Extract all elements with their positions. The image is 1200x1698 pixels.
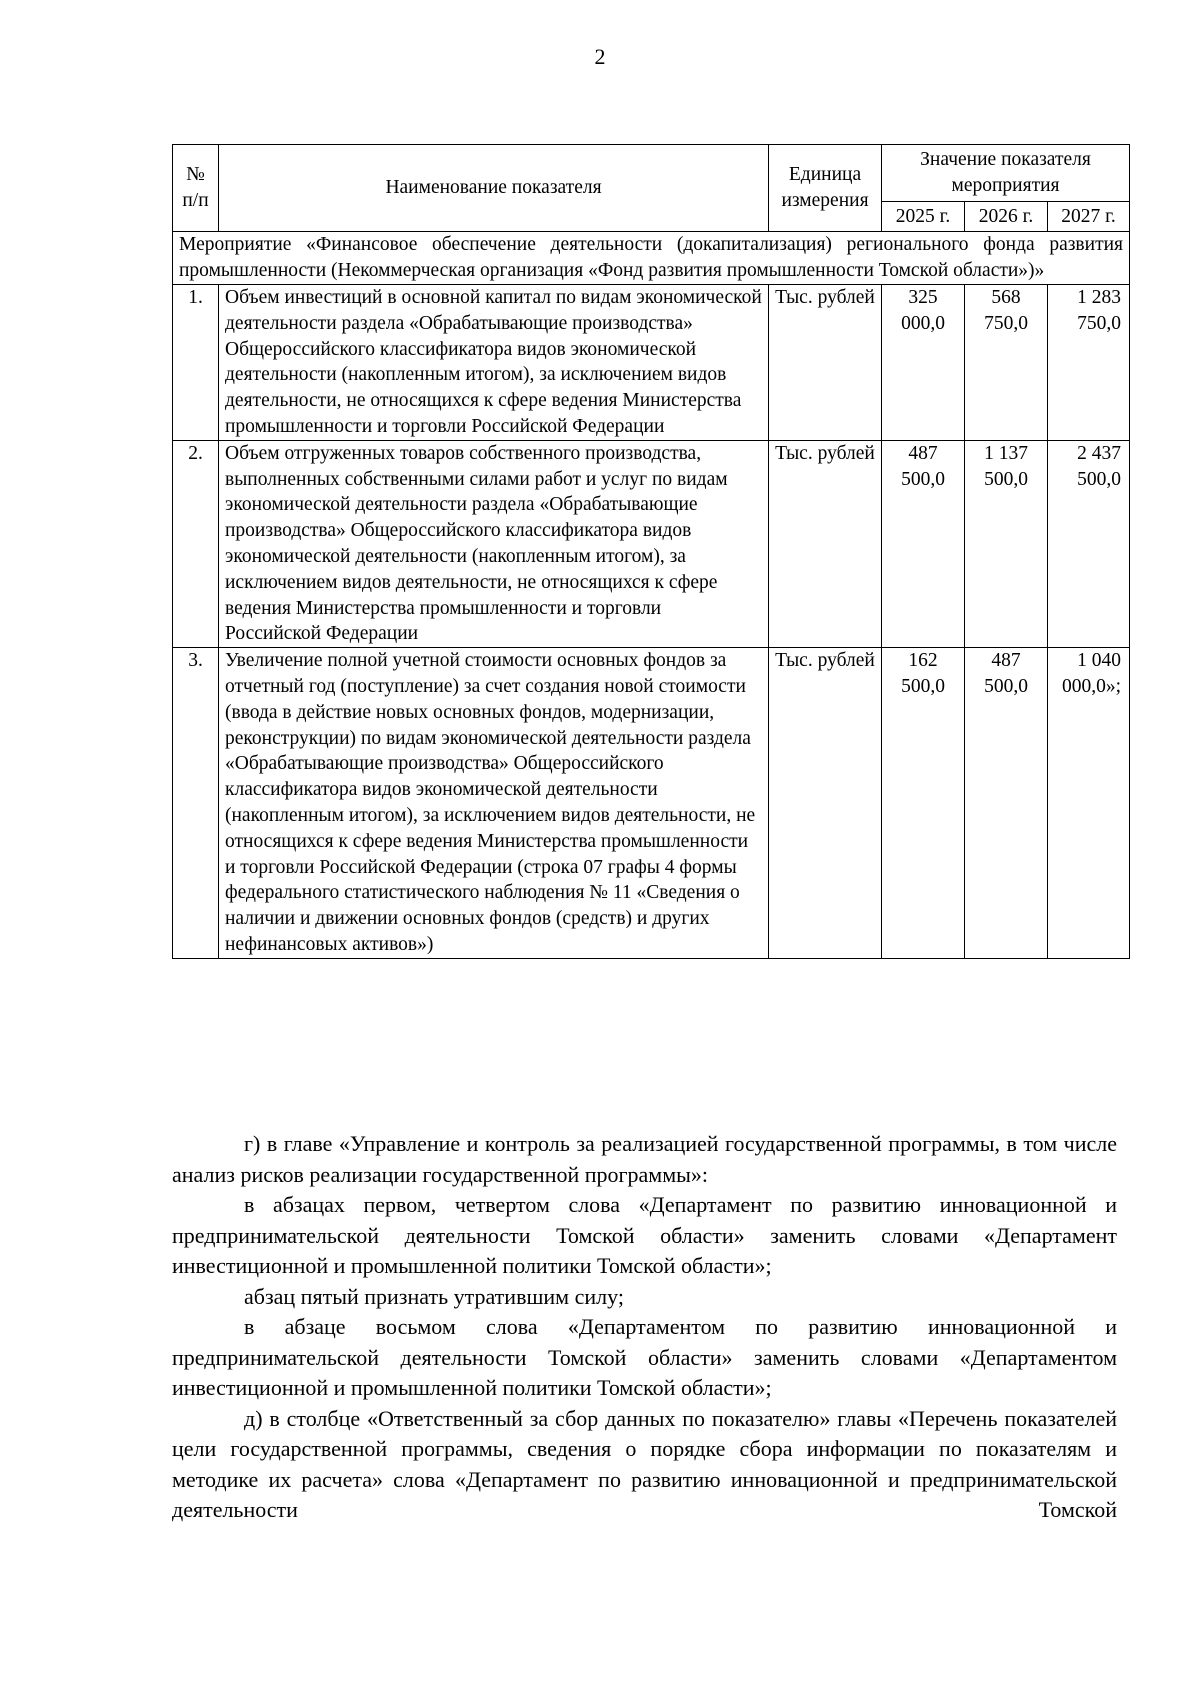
row-num: 2. <box>173 440 219 647</box>
page-number: 2 <box>594 44 606 69</box>
table-row <box>173 284 1130 440</box>
table-row <box>173 648 1130 959</box>
row-name: Увеличение полной учетной стоимости основных фондов за отчетный год (поступление) за счет создания новой стоимости (ввода в действие новых основных фондов, модернизации, реконструкции) по видам экономической деятельности раздела «Обрабатывающие производства» Общероссийского классификатора видов экономической деятельности (накопленным итогом), за исключением видов деятельности, не относящихся к сфере ведения Министерства промышленности и торговли Российской Федерации (строка 07 графы 4 формы федерального статистического наблюдения № 11 «Сведения о наличии и движении основных фондов (средств) и других нефинансовых активов») <box>219 648 769 959</box>
row-name: Объем отгруженных товаров собственного производства, выполненных собственными силами работ и услуг по видам экономической деятельности раздела «Обрабатывающие производства» Общероссийского классификатора видов экономической деятельности (накопленным итогом), за исключением видов деятельности, не относящихся к сфере ведения Министерства промышленности и торговли Российской Федерации <box>219 440 769 647</box>
header-year-2027: 2027 г. <box>1048 201 1130 232</box>
row-value-2026: 568 750,0 <box>965 284 1048 440</box>
header-unit: Единица измерения <box>769 145 882 232</box>
row-num: 1. <box>173 284 219 440</box>
measure-text: Мероприятие «Финансовое обеспечение деятельности (докапитализация) регионального фонда развития промышленности (Некоммерческая организация «Фонд развития промышленности Томской области»)» <box>173 232 1130 285</box>
row-value-2027: 2 437 500,0 <box>1048 440 1130 647</box>
row-unit: Тыс. рублей <box>769 648 882 959</box>
row-unit: Тыс. рублей <box>769 440 882 647</box>
paragraph-fifth: абзац пятый признать утратившим силу; <box>244 1283 624 1309</box>
row-value-2025: 325 000,0 <box>882 284 965 440</box>
paragraph-eighth: в абзаце восьмом слова «Департаментом по развитию инновационной и предпринимательской деятельности Томской области» заменить словами «Департаментом инвестиционной и промышленной политики Томской области»; <box>172 1314 1117 1400</box>
header-name: Наименование показателя <box>219 145 769 232</box>
row-value-2027: 1 283 750,0 <box>1048 284 1130 440</box>
header-year-2026: 2026 г. <box>965 201 1048 232</box>
row-unit: Тыс. рублей <box>769 284 882 440</box>
header-year-2025: 2025 г. <box>882 201 965 232</box>
header-values-group: Значение показателя мероприятия <box>882 145 1130 202</box>
row-value-2025: 162 500,0 <box>882 648 965 959</box>
row-name: Объем инвестиций в основной капитал по видам экономической деятельности раздела «Обрабатывающие производства» Общероссийского классификатора видов экономической деятельности (накопленным итогом), за исключением видов деятельности, не относящихся к сфере ведения Министерства промышленности и торговли Российской Федерации <box>219 284 769 440</box>
row-value-2026: 487 500,0 <box>965 648 1048 959</box>
measure-row <box>173 232 1130 285</box>
body-text <box>172 1129 1117 1526</box>
row-value-2027: 1 040 000,0»; <box>1048 648 1130 959</box>
row-num: 3. <box>173 648 219 959</box>
paragraph-d: д) в столбце «Ответственный за сбор данных по показателю» главы «Перечень показателей цели государственной программы, сведения о порядке сбора информации по показателям и методике их расчета» слова «Департамент по развитию инновационной и предпринимательской деятельности Томской <box>172 1405 1117 1522</box>
paragraph-first-fourth: в абзацах первом, четвертом слова «Департамент по развитию инновационной и предпринимательской деятельности Томской области» заменить словами «Департамент инвестиционной и промышленной политики Томской области»; <box>172 1192 1117 1278</box>
table-row <box>173 440 1130 647</box>
row-value-2026: 1 137 500,0 <box>965 440 1048 647</box>
indicators-table <box>172 144 1130 959</box>
table-header-row <box>173 145 1130 202</box>
paragraph-g: г) в главе «Управление и контроль за реализацией государственной программы, в том числе анализ рисков реализации государственной программы»: <box>172 1131 1117 1187</box>
header-num: № п/п <box>173 145 219 232</box>
row-value-2025: 487 500,0 <box>882 440 965 647</box>
